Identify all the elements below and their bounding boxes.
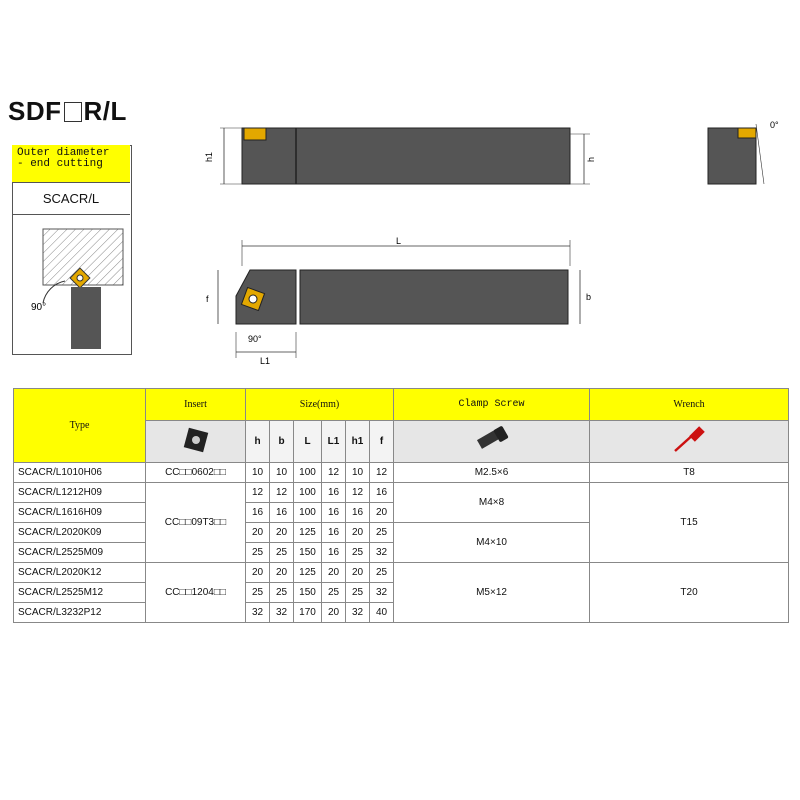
insert-cell: CC□□1204□□	[146, 563, 246, 623]
side-insert	[244, 128, 266, 140]
dim-cell: 16	[322, 503, 346, 523]
dim-b: b	[586, 292, 592, 302]
wrench-icon	[669, 425, 709, 455]
dim-header-f: f	[370, 421, 394, 463]
insert-hole	[77, 275, 83, 281]
dim-cell: 16	[370, 483, 394, 503]
screw-cell: M5×12	[394, 563, 590, 623]
dim-cell: 25	[246, 583, 270, 603]
clamp-screw-header: Clamp Screw	[394, 389, 590, 421]
dim-L1: L1	[260, 356, 271, 366]
title-suffix: R/L	[83, 96, 127, 126]
end-insert	[738, 128, 756, 138]
dim-cell: 25	[270, 543, 294, 563]
angle-0-label: 0°	[770, 120, 779, 130]
dim-header-L1: L1	[322, 421, 346, 463]
screw-cell: M4×10	[394, 523, 590, 563]
dim-cell: 16	[270, 503, 294, 523]
spec-angle-label: 90°	[31, 302, 47, 313]
dim-cell: 20	[346, 523, 370, 543]
table-row-model: SCACR/L1212H09	[14, 483, 146, 503]
wrench-cell: T20	[590, 563, 789, 623]
dim-cell: 25	[246, 543, 270, 563]
dim-cell: 25	[346, 583, 370, 603]
dim-cell: 170	[294, 603, 322, 623]
dim-cell: 10	[246, 463, 270, 483]
dim-h: h	[586, 156, 596, 162]
dim-cell: 100	[294, 503, 322, 523]
top-view-shank	[300, 270, 568, 324]
dim-cell: 12	[370, 463, 394, 483]
dim-cell: 40	[370, 603, 394, 623]
wrench-cell: T15	[590, 483, 789, 563]
dim-cell: 32	[370, 583, 394, 603]
wrench-header: Wrench	[590, 389, 789, 421]
dim-h1: h1	[204, 151, 214, 162]
wrench-cell: T8	[590, 463, 789, 483]
title-box-placeholder	[64, 102, 82, 122]
dim-cell: 25	[346, 543, 370, 563]
insert-header: Insert	[146, 389, 246, 421]
dim-cell: 32	[270, 603, 294, 623]
dim-cell: 12	[246, 483, 270, 503]
dim-cell: 20	[246, 523, 270, 543]
dim-header-h: h	[246, 421, 270, 463]
screw-cell: M2.5×6	[394, 463, 590, 483]
dim-cell: 25	[322, 583, 346, 603]
dim-cell: 100	[294, 483, 322, 503]
dim-cell: 150	[294, 583, 322, 603]
dim-cell: 32	[370, 543, 394, 563]
dim-cell: 150	[294, 543, 322, 563]
dim-header-b: b	[270, 421, 294, 463]
size-header: Size(mm)	[246, 389, 394, 421]
type-header: Type	[14, 389, 146, 463]
dim-cell: 25	[270, 583, 294, 603]
dim-cell: 20	[322, 563, 346, 583]
dim-cell: 20	[246, 563, 270, 583]
table-row-model: SCACR/L1616H09	[14, 503, 146, 523]
dim-cell: 10	[346, 463, 370, 483]
dim-cell: 25	[370, 563, 394, 583]
table-row-model: SCACR/L1010H06	[14, 463, 146, 483]
dim-cell: 16	[322, 543, 346, 563]
technical-drawing	[200, 110, 800, 370]
spec-description	[12, 145, 130, 183]
dim-cell: 125	[294, 523, 322, 543]
screw-cell: M4×8	[394, 483, 590, 523]
table-row-model: SCACR/L2020K12	[14, 563, 146, 583]
dim-cell: 20	[270, 523, 294, 543]
dim-cell: 16	[322, 523, 346, 543]
dim-cell: 20	[370, 503, 394, 523]
spec-description-line2: - end cutting	[17, 158, 103, 170]
dim-cell: 32	[346, 603, 370, 623]
dim-cell: 12	[346, 483, 370, 503]
dim-cell: 16	[246, 503, 270, 523]
dim-L: L	[396, 236, 402, 246]
wrench-image	[590, 421, 789, 463]
table-row-model: SCACR/L2525M12	[14, 583, 146, 603]
insert-cell: CC□□09T3□□	[146, 483, 246, 563]
clamp-screw-image	[394, 421, 590, 463]
tool-shank	[71, 287, 101, 349]
dim-header-L: L	[294, 421, 322, 463]
dim-cell: 100	[294, 463, 322, 483]
screw-icon	[472, 425, 512, 455]
dim-cell: 125	[294, 563, 322, 583]
dim-cell: 16	[322, 483, 346, 503]
dim-cell: 12	[270, 483, 294, 503]
dim-f: f	[206, 294, 209, 304]
dim-header-h1: h1	[346, 421, 370, 463]
table-row-model: SCACR/L2525M09	[14, 543, 146, 563]
insert-image	[146, 421, 246, 463]
insert-icon	[178, 425, 214, 455]
dim-cell: 20	[346, 563, 370, 583]
dim-cell: 20	[322, 603, 346, 623]
spec-model-name: SCACR/L	[12, 184, 130, 215]
dim-cell: 25	[370, 523, 394, 543]
spec-description-line1: Outer diameter	[17, 147, 110, 159]
side-view-bar	[242, 128, 570, 184]
table-row-model: SCACR/L3232P12	[14, 603, 146, 623]
dim-cell: 20	[270, 563, 294, 583]
spec-table	[13, 388, 789, 623]
dim-cell: 32	[246, 603, 270, 623]
machining-illustration	[13, 215, 129, 352]
table-row-model: SCACR/L2020K09	[14, 523, 146, 543]
insert-cell: CC□□0602□□	[146, 463, 246, 483]
dim-cell: 12	[322, 463, 346, 483]
angle-90-label: 90°	[248, 334, 262, 344]
dim-cell: 16	[346, 503, 370, 523]
title-prefix: SDF	[8, 96, 62, 126]
dim-cell: 10	[270, 463, 294, 483]
page-title	[8, 96, 127, 127]
